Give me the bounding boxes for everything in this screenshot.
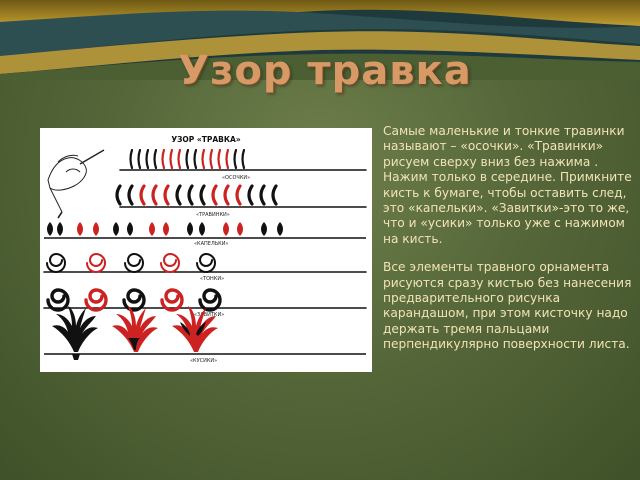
paragraph-technique: Все элементы травного орнамента рисуются сразу кистью без нанесения предварительного рисунка карандашом, при этом кисточку надо держать тремя пальцами перпендикулярно поверхности листа.: [383, 260, 632, 352]
slide-title: Узор травка: [178, 48, 472, 94]
paragraph-elements-description: Самые маленькие и тонкие травинки называют – «осочки». «Травинки» рисуем сверху вниз без нажима . Нажим только в середине. Примкните кисть к бумаге, чтобы оставить след, это «капельки». «Завитки»-это то же, что и «усики» только уже с нажимом на кисть.: [383, 124, 632, 246]
row-label-osochki: «ОСОЧКИ»: [222, 175, 251, 181]
row-label-tonki: «ТОНКИ»: [200, 276, 225, 282]
row-label-kusiki: «КУСИКИ»: [190, 358, 218, 364]
description-text: [383, 124, 633, 353]
osochki-row: [120, 150, 366, 181]
illustration-heading: УЗОР «ТРАВКА»: [171, 135, 241, 144]
zavitki-row: [44, 290, 366, 318]
row-label-travinki: «ТРАВИНКИ»: [196, 212, 230, 218]
hand-holding-brush-icon: [48, 150, 104, 218]
kapelki-row: [44, 222, 366, 247]
tonki-row: [44, 254, 366, 282]
travinki-row: [117, 186, 366, 218]
row-label-zavitki: «ЗАВИТКИ»: [194, 312, 225, 318]
ornament-illustration: [40, 128, 372, 372]
row-label-kapelki: «КАПЕЛЬКИ»: [194, 241, 229, 247]
